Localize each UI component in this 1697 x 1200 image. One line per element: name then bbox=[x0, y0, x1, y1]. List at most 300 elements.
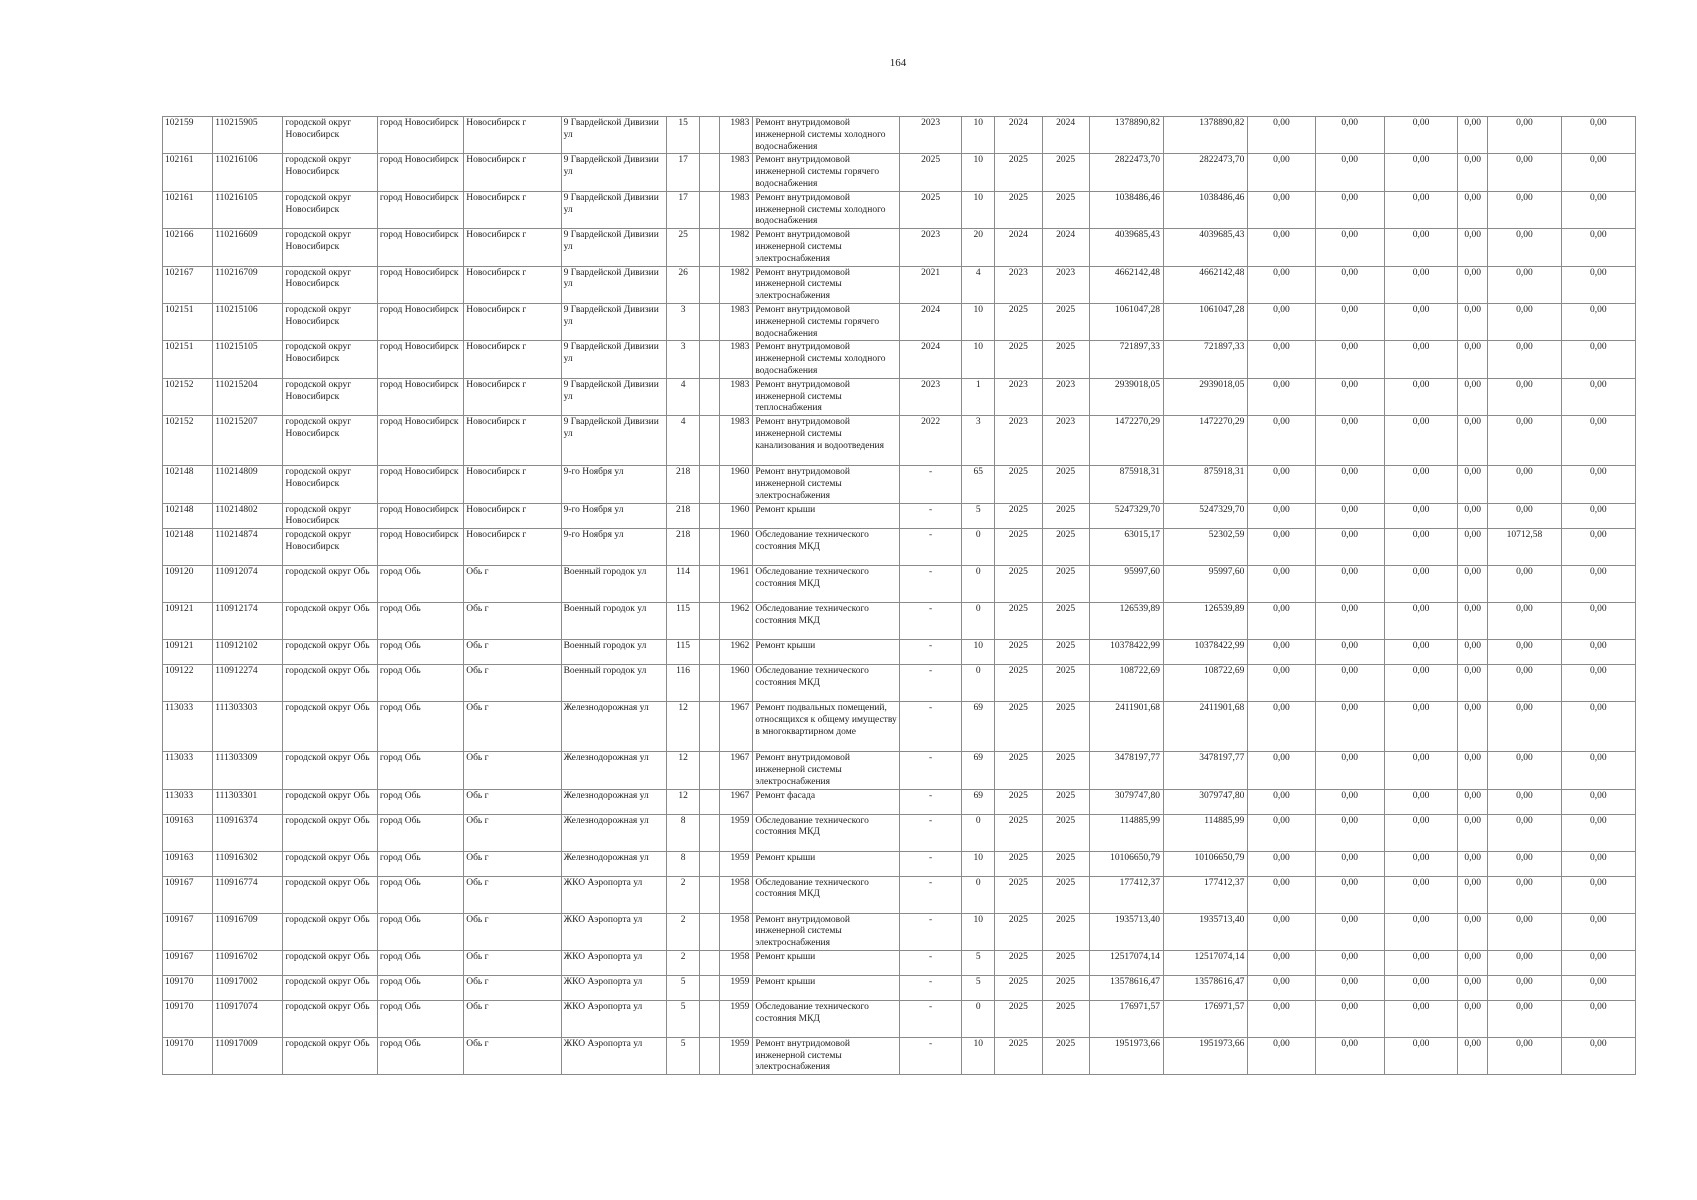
cell-state-cost: 0,00 bbox=[1248, 975, 1315, 1000]
cell-fund-cost: 12517074,14 bbox=[1163, 950, 1247, 975]
cell-local-cost: 0,00 bbox=[1384, 702, 1457, 752]
cell-total-cost: 3478197,77 bbox=[1089, 752, 1163, 789]
cell-settlement: город Обь bbox=[377, 950, 463, 975]
cell-end-year: 2025 bbox=[1042, 975, 1089, 1000]
cell-extra-cost: 0,00 bbox=[1561, 814, 1635, 851]
cell-total-cost: 3079747,80 bbox=[1089, 789, 1163, 814]
cell-house-number: 25 bbox=[667, 229, 700, 266]
cell-end-year: 2025 bbox=[1042, 1037, 1089, 1074]
cell-end-year: 2025 bbox=[1042, 814, 1089, 851]
cell-ms-id: 102148 bbox=[163, 466, 213, 503]
cell-extra-cost: 0,00 bbox=[1561, 117, 1635, 154]
cell-owners-cost: 0,00 bbox=[1488, 603, 1561, 640]
cell-start-year: 2025 bbox=[995, 1000, 1042, 1037]
cell-owners-cost: 0,00 bbox=[1488, 266, 1561, 303]
cell-start-year: 2025 bbox=[995, 876, 1042, 913]
cell-extra-cost: 0,00 bbox=[1561, 1037, 1635, 1074]
cell-locality: Обь г bbox=[464, 950, 561, 975]
cell-owners-cost: 0,00 bbox=[1488, 814, 1561, 851]
cell-wear-percent: 10 bbox=[962, 913, 995, 950]
cell-state-cost: 0,00 bbox=[1248, 154, 1315, 191]
cell-total-cost: 4662142,48 bbox=[1089, 266, 1163, 303]
cell-municipality: городской округ Обь bbox=[283, 1000, 377, 1037]
cell-owners-cost: 0,00 bbox=[1488, 466, 1561, 503]
cell-fund-cost: 114885,99 bbox=[1163, 814, 1247, 851]
cell-fund-cost: 2411901,68 bbox=[1163, 702, 1247, 752]
cell-wear-percent: 0 bbox=[962, 529, 995, 566]
cell-wear-percent: 20 bbox=[962, 229, 995, 266]
cell-plan-year: - bbox=[899, 466, 961, 503]
cell-work-id: 111303309 bbox=[213, 752, 283, 789]
cell-plan-year: 2023 bbox=[899, 117, 961, 154]
cell-building bbox=[700, 851, 720, 876]
cell-house-number: 5 bbox=[667, 1037, 700, 1074]
cell-wear-percent: 10 bbox=[962, 154, 995, 191]
cell-work-type: Ремонт внутридомовой инженерной системы горячего водоснабжения bbox=[753, 154, 900, 191]
cell-local-cost: 0,00 bbox=[1384, 341, 1457, 378]
cell-ms-id: 109121 bbox=[163, 603, 213, 640]
cell-wear-percent: 10 bbox=[962, 341, 995, 378]
cell-wear-percent: 10 bbox=[962, 117, 995, 154]
cell-regional-cost: 0,00 bbox=[1315, 950, 1384, 975]
cell-locality: Обь г bbox=[464, 851, 561, 876]
cell-settlement: город Обь bbox=[377, 851, 463, 876]
cell-start-year: 2025 bbox=[995, 529, 1042, 566]
cell-total-cost: 2822473,70 bbox=[1089, 154, 1163, 191]
cell-start-year: 2025 bbox=[995, 702, 1042, 752]
cell-work-type: Ремонт крыши bbox=[753, 975, 900, 1000]
cell-work-type: Ремонт крыши bbox=[753, 851, 900, 876]
cell-extra-cost: 0,00 bbox=[1561, 1000, 1635, 1037]
cell-work-type: Ремонт внутридомовой инженерной системы теплоснабжения bbox=[753, 378, 900, 415]
cell-state-cost: 0,00 bbox=[1248, 640, 1315, 665]
cell-locality: Обь г bbox=[464, 752, 561, 789]
cell-start-year: 2025 bbox=[995, 466, 1042, 503]
cell-regional-cost: 0,00 bbox=[1315, 191, 1384, 228]
cell-settlement: город Новосибирск bbox=[377, 529, 463, 566]
cell-local-cost: 0,00 bbox=[1384, 1000, 1457, 1037]
cell-total-cost: 1038486,46 bbox=[1089, 191, 1163, 228]
cell-state-cost: 0,00 bbox=[1248, 566, 1315, 603]
cell-state-cost: 0,00 bbox=[1248, 1000, 1315, 1037]
cell-wear-percent: 0 bbox=[962, 566, 995, 603]
cell-fund-cost: 95997,60 bbox=[1163, 566, 1247, 603]
cell-street: ЖКО Аэропорта ул bbox=[561, 1037, 666, 1074]
cell-municipality: городской округ Новосибирск bbox=[283, 229, 377, 266]
cell-building bbox=[700, 529, 720, 566]
cell-start-year: 2025 bbox=[995, 191, 1042, 228]
cell-owners-cost: 0,00 bbox=[1488, 702, 1561, 752]
cell-year-built: 1958 bbox=[720, 876, 753, 913]
cell-other-cost: 0,00 bbox=[1458, 503, 1488, 529]
cell-other-cost: 0,00 bbox=[1458, 640, 1488, 665]
cell-owners-cost: 10712,58 bbox=[1488, 529, 1561, 566]
cell-owners-cost: 0,00 bbox=[1488, 789, 1561, 814]
cell-year-built: 1959 bbox=[720, 1000, 753, 1037]
cell-start-year: 2025 bbox=[995, 851, 1042, 876]
cell-plan-year: - bbox=[899, 503, 961, 529]
table-row bbox=[163, 229, 1636, 266]
cell-year-built: 1960 bbox=[720, 665, 753, 702]
cell-building bbox=[700, 789, 720, 814]
cell-ms-id: 113033 bbox=[163, 702, 213, 752]
cell-wear-percent: 65 bbox=[962, 466, 995, 503]
cell-regional-cost: 0,00 bbox=[1315, 303, 1384, 340]
cell-local-cost: 0,00 bbox=[1384, 416, 1457, 466]
cell-locality: Обь г bbox=[464, 876, 561, 913]
cell-state-cost: 0,00 bbox=[1248, 950, 1315, 975]
cell-year-built: 1983 bbox=[720, 154, 753, 191]
cell-extra-cost: 0,00 bbox=[1561, 191, 1635, 228]
cell-end-year: 2025 bbox=[1042, 640, 1089, 665]
table-row bbox=[163, 950, 1636, 975]
cell-year-built: 1982 bbox=[720, 229, 753, 266]
cell-work-id: 110912074 bbox=[213, 566, 283, 603]
cell-start-year: 2025 bbox=[995, 640, 1042, 665]
cell-work-id: 110214802 bbox=[213, 503, 283, 529]
cell-other-cost: 0,00 bbox=[1458, 1037, 1488, 1074]
cell-work-type: Ремонт внутридомовой инженерной системы холодного водоснабжения bbox=[753, 117, 900, 154]
cell-work-type: Ремонт внутридомовой инженерной системы электроснабжения bbox=[753, 466, 900, 503]
cell-extra-cost: 0,00 bbox=[1561, 789, 1635, 814]
cell-state-cost: 0,00 bbox=[1248, 303, 1315, 340]
cell-other-cost: 0,00 bbox=[1458, 851, 1488, 876]
cell-fund-cost: 1038486,46 bbox=[1163, 191, 1247, 228]
cell-state-cost: 0,00 bbox=[1248, 529, 1315, 566]
cell-house-number: 26 bbox=[667, 266, 700, 303]
cell-owners-cost: 0,00 bbox=[1488, 640, 1561, 665]
cell-municipality: городской округ Новосибирск bbox=[283, 191, 377, 228]
cell-end-year: 2025 bbox=[1042, 913, 1089, 950]
cell-plan-year: 2021 bbox=[899, 266, 961, 303]
cell-fund-cost: 721897,33 bbox=[1163, 341, 1247, 378]
cell-year-built: 1959 bbox=[720, 1037, 753, 1074]
cell-building bbox=[700, 814, 720, 851]
cell-owners-cost: 0,00 bbox=[1488, 1037, 1561, 1074]
cell-locality: Обь г bbox=[464, 603, 561, 640]
cell-street: 9 Гвардейской Дивизии ул bbox=[561, 229, 666, 266]
cell-start-year: 2025 bbox=[995, 603, 1042, 640]
cell-locality: Новосибирск г bbox=[464, 117, 561, 154]
cell-work-id: 110215905 bbox=[213, 117, 283, 154]
cell-work-type: Ремонт внутридомовой инженерной системы холодного водоснабжения bbox=[753, 341, 900, 378]
cell-ms-id: 102148 bbox=[163, 503, 213, 529]
cell-ms-id: 109170 bbox=[163, 1000, 213, 1037]
cell-wear-percent: 5 bbox=[962, 503, 995, 529]
cell-locality: Обь г bbox=[464, 1037, 561, 1074]
cell-building bbox=[700, 416, 720, 466]
cell-work-type: Обследование технического состояния МКД bbox=[753, 603, 900, 640]
table-row bbox=[163, 378, 1636, 415]
cell-extra-cost: 0,00 bbox=[1561, 416, 1635, 466]
cell-extra-cost: 0,00 bbox=[1561, 913, 1635, 950]
cell-settlement: город Новосибирск bbox=[377, 117, 463, 154]
cell-owners-cost: 0,00 bbox=[1488, 752, 1561, 789]
cell-settlement: город Новосибирск bbox=[377, 466, 463, 503]
cell-extra-cost: 0,00 bbox=[1561, 154, 1635, 191]
cell-extra-cost: 0,00 bbox=[1561, 566, 1635, 603]
cell-plan-year: 2024 bbox=[899, 303, 961, 340]
cell-other-cost: 0,00 bbox=[1458, 117, 1488, 154]
cell-extra-cost: 0,00 bbox=[1561, 503, 1635, 529]
cell-end-year: 2025 bbox=[1042, 876, 1089, 913]
cell-wear-percent: 5 bbox=[962, 975, 995, 1000]
cell-local-cost: 0,00 bbox=[1384, 191, 1457, 228]
cell-municipality: городской округ Обь bbox=[283, 975, 377, 1000]
cell-locality: Обь г bbox=[464, 702, 561, 752]
cell-regional-cost: 0,00 bbox=[1315, 341, 1384, 378]
cell-year-built: 1983 bbox=[720, 416, 753, 466]
cell-ms-id: 102159 bbox=[163, 117, 213, 154]
cell-total-cost: 1935713,40 bbox=[1089, 913, 1163, 950]
cell-other-cost: 0,00 bbox=[1458, 913, 1488, 950]
cell-plan-year: 2025 bbox=[899, 191, 961, 228]
cell-wear-percent: 69 bbox=[962, 752, 995, 789]
cell-plan-year: - bbox=[899, 950, 961, 975]
cell-extra-cost: 0,00 bbox=[1561, 752, 1635, 789]
cell-extra-cost: 0,00 bbox=[1561, 640, 1635, 665]
cell-settlement: город Обь bbox=[377, 913, 463, 950]
cell-owners-cost: 0,00 bbox=[1488, 876, 1561, 913]
cell-year-built: 1967 bbox=[720, 752, 753, 789]
cell-year-built: 1967 bbox=[720, 702, 753, 752]
cell-settlement: город Обь bbox=[377, 640, 463, 665]
cell-work-id: 110215105 bbox=[213, 341, 283, 378]
cell-state-cost: 0,00 bbox=[1248, 229, 1315, 266]
table-row bbox=[163, 640, 1636, 665]
cell-settlement: город Обь bbox=[377, 702, 463, 752]
cell-extra-cost: 0,00 bbox=[1561, 529, 1635, 566]
cell-end-year: 2025 bbox=[1042, 851, 1089, 876]
cell-wear-percent: 69 bbox=[962, 789, 995, 814]
cell-local-cost: 0,00 bbox=[1384, 466, 1457, 503]
cell-total-cost: 13578616,47 bbox=[1089, 975, 1163, 1000]
cell-street: Военный городок ул bbox=[561, 665, 666, 702]
cell-fund-cost: 126539,89 bbox=[1163, 603, 1247, 640]
cell-regional-cost: 0,00 bbox=[1315, 876, 1384, 913]
cell-total-cost: 2411901,68 bbox=[1089, 702, 1163, 752]
cell-settlement: город Новосибирск bbox=[377, 503, 463, 529]
cell-wear-percent: 10 bbox=[962, 303, 995, 340]
table-row bbox=[163, 117, 1636, 154]
cell-settlement: город Новосибирск bbox=[377, 341, 463, 378]
cell-fund-cost: 2939018,05 bbox=[1163, 378, 1247, 415]
cell-fund-cost: 875918,31 bbox=[1163, 466, 1247, 503]
cell-regional-cost: 0,00 bbox=[1315, 229, 1384, 266]
cell-local-cost: 0,00 bbox=[1384, 789, 1457, 814]
cell-street: ЖКО Аэропорта ул bbox=[561, 1000, 666, 1037]
cell-ms-id: 109163 bbox=[163, 814, 213, 851]
cell-state-cost: 0,00 bbox=[1248, 416, 1315, 466]
cell-work-type: Ремонт внутридомовой инженерной системы холодного водоснабжения bbox=[753, 191, 900, 228]
cell-extra-cost: 0,00 bbox=[1561, 303, 1635, 340]
cell-fund-cost: 1935713,40 bbox=[1163, 913, 1247, 950]
cell-work-type: Обследование технического состояния МКД bbox=[753, 814, 900, 851]
cell-extra-cost: 0,00 bbox=[1561, 266, 1635, 303]
cell-regional-cost: 0,00 bbox=[1315, 1037, 1384, 1074]
cell-municipality: городской округ Новосибирск bbox=[283, 341, 377, 378]
cell-house-number: 5 bbox=[667, 1000, 700, 1037]
cell-locality: Обь г bbox=[464, 665, 561, 702]
cell-work-id: 110916702 bbox=[213, 950, 283, 975]
cell-plan-year: - bbox=[899, 851, 961, 876]
cell-street: 9-го Ноября ул bbox=[561, 503, 666, 529]
cell-wear-percent: 69 bbox=[962, 702, 995, 752]
cell-state-cost: 0,00 bbox=[1248, 503, 1315, 529]
cell-wear-percent: 3 bbox=[962, 416, 995, 466]
cell-ms-id: 109121 bbox=[163, 640, 213, 665]
cell-street: 9 Гвардейской Дивизии ул bbox=[561, 266, 666, 303]
cell-plan-year: - bbox=[899, 702, 961, 752]
cell-ms-id: 109170 bbox=[163, 975, 213, 1000]
cell-locality: Обь г bbox=[464, 789, 561, 814]
cell-end-year: 2025 bbox=[1042, 303, 1089, 340]
cell-plan-year: - bbox=[899, 1037, 961, 1074]
cell-house-number: 17 bbox=[667, 191, 700, 228]
cell-work-type: Обследование технического состояния МКД bbox=[753, 665, 900, 702]
cell-work-type: Обследование технического состояния МКД bbox=[753, 566, 900, 603]
cell-extra-cost: 0,00 bbox=[1561, 950, 1635, 975]
cell-work-id: 110916709 bbox=[213, 913, 283, 950]
cell-total-cost: 875918,31 bbox=[1089, 466, 1163, 503]
cell-other-cost: 0,00 bbox=[1458, 665, 1488, 702]
cell-work-id: 110215207 bbox=[213, 416, 283, 466]
cell-total-cost: 1378890,82 bbox=[1089, 117, 1163, 154]
cell-plan-year: - bbox=[899, 665, 961, 702]
cell-end-year: 2025 bbox=[1042, 529, 1089, 566]
cell-work-id: 110916774 bbox=[213, 876, 283, 913]
cell-ms-id: 109170 bbox=[163, 1037, 213, 1074]
cell-local-cost: 0,00 bbox=[1384, 975, 1457, 1000]
cell-plan-year: - bbox=[899, 975, 961, 1000]
cell-state-cost: 0,00 bbox=[1248, 266, 1315, 303]
cell-work-id: 110912102 bbox=[213, 640, 283, 665]
cell-work-id: 110216709 bbox=[213, 266, 283, 303]
cell-year-built: 1983 bbox=[720, 341, 753, 378]
cell-local-cost: 0,00 bbox=[1384, 665, 1457, 702]
cell-local-cost: 0,00 bbox=[1384, 503, 1457, 529]
cell-locality: Новосибирск г bbox=[464, 529, 561, 566]
cell-house-number: 12 bbox=[667, 752, 700, 789]
cell-local-cost: 0,00 bbox=[1384, 154, 1457, 191]
cell-locality: Обь г bbox=[464, 913, 561, 950]
cell-owners-cost: 0,00 bbox=[1488, 851, 1561, 876]
cell-street: 9 Гвардейской Дивизии ул bbox=[561, 191, 666, 228]
cell-wear-percent: 4 bbox=[962, 266, 995, 303]
cell-state-cost: 0,00 bbox=[1248, 752, 1315, 789]
cell-owners-cost: 0,00 bbox=[1488, 416, 1561, 466]
cell-fund-cost: 2822473,70 bbox=[1163, 154, 1247, 191]
cell-ms-id: 102161 bbox=[163, 191, 213, 228]
cell-street: 9-го Ноября ул bbox=[561, 529, 666, 566]
cell-work-type: Ремонт внутридомовой инженерной системы электроснабжения bbox=[753, 1037, 900, 1074]
cell-fund-cost: 10106650,79 bbox=[1163, 851, 1247, 876]
cell-total-cost: 12517074,14 bbox=[1089, 950, 1163, 975]
cell-fund-cost: 1378890,82 bbox=[1163, 117, 1247, 154]
cell-locality: Новосибирск г bbox=[464, 341, 561, 378]
cell-start-year: 2024 bbox=[995, 117, 1042, 154]
cell-locality: Новосибирск г bbox=[464, 466, 561, 503]
cell-year-built: 1958 bbox=[720, 950, 753, 975]
cell-building bbox=[700, 702, 720, 752]
cell-regional-cost: 0,00 bbox=[1315, 117, 1384, 154]
cell-street: ЖКО Аэропорта ул bbox=[561, 876, 666, 913]
cell-house-number: 218 bbox=[667, 466, 700, 503]
cell-building bbox=[700, 665, 720, 702]
cell-work-id: 110216105 bbox=[213, 191, 283, 228]
cell-work-id: 111303303 bbox=[213, 702, 283, 752]
cell-work-type: Обследование технического состояния МКД bbox=[753, 1000, 900, 1037]
cell-work-id: 110912274 bbox=[213, 665, 283, 702]
cell-state-cost: 0,00 bbox=[1248, 876, 1315, 913]
cell-locality: Новосибирск г bbox=[464, 229, 561, 266]
cell-wear-percent: 10 bbox=[962, 851, 995, 876]
cell-start-year: 2025 bbox=[995, 913, 1042, 950]
cell-settlement: город Обь bbox=[377, 1037, 463, 1074]
cell-other-cost: 0,00 bbox=[1458, 950, 1488, 975]
cell-municipality: городской округ Новосибирск bbox=[283, 529, 377, 566]
cell-start-year: 2025 bbox=[995, 975, 1042, 1000]
cell-end-year: 2025 bbox=[1042, 665, 1089, 702]
cell-start-year: 2023 bbox=[995, 266, 1042, 303]
cell-total-cost: 10106650,79 bbox=[1089, 851, 1163, 876]
cell-settlement: город Обь bbox=[377, 789, 463, 814]
cell-wear-percent: 5 bbox=[962, 950, 995, 975]
cell-settlement: город Обь bbox=[377, 876, 463, 913]
cell-year-built: 1960 bbox=[720, 466, 753, 503]
cell-regional-cost: 0,00 bbox=[1315, 814, 1384, 851]
table-row bbox=[163, 665, 1636, 702]
cell-extra-cost: 0,00 bbox=[1561, 851, 1635, 876]
cell-year-built: 1962 bbox=[720, 640, 753, 665]
cell-work-type: Обследование технического состояния МКД bbox=[753, 876, 900, 913]
cell-local-cost: 0,00 bbox=[1384, 640, 1457, 665]
cell-ms-id: 109122 bbox=[163, 665, 213, 702]
cell-fund-cost: 176971,57 bbox=[1163, 1000, 1247, 1037]
cell-house-number: 218 bbox=[667, 529, 700, 566]
cell-house-number: 116 bbox=[667, 665, 700, 702]
cell-end-year: 2025 bbox=[1042, 154, 1089, 191]
cell-extra-cost: 0,00 bbox=[1561, 466, 1635, 503]
cell-regional-cost: 0,00 bbox=[1315, 1000, 1384, 1037]
cell-house-number: 17 bbox=[667, 154, 700, 191]
table-row bbox=[163, 752, 1636, 789]
cell-fund-cost: 1951973,66 bbox=[1163, 1037, 1247, 1074]
cell-owners-cost: 0,00 bbox=[1488, 503, 1561, 529]
cell-total-cost: 126539,89 bbox=[1089, 603, 1163, 640]
table-row bbox=[163, 1037, 1636, 1074]
cell-street: Военный городок ул bbox=[561, 603, 666, 640]
cell-municipality: городской округ Обь bbox=[283, 1037, 377, 1074]
cell-work-id: 110916302 bbox=[213, 851, 283, 876]
cell-local-cost: 0,00 bbox=[1384, 566, 1457, 603]
cell-year-built: 1962 bbox=[720, 603, 753, 640]
table-row bbox=[163, 529, 1636, 566]
cell-start-year: 2025 bbox=[995, 154, 1042, 191]
cell-ms-id: 102151 bbox=[163, 303, 213, 340]
cell-total-cost: 1951973,66 bbox=[1089, 1037, 1163, 1074]
cell-street: ЖКО Аэропорта ул bbox=[561, 913, 666, 950]
cell-end-year: 2023 bbox=[1042, 378, 1089, 415]
cell-regional-cost: 0,00 bbox=[1315, 378, 1384, 415]
cell-wear-percent: 10 bbox=[962, 640, 995, 665]
cell-house-number: 12 bbox=[667, 789, 700, 814]
cell-regional-cost: 0,00 bbox=[1315, 529, 1384, 566]
cell-work-type: Ремонт фасада bbox=[753, 789, 900, 814]
cell-house-number: 4 bbox=[667, 416, 700, 466]
cell-work-id: 110215106 bbox=[213, 303, 283, 340]
cell-plan-year: - bbox=[899, 814, 961, 851]
